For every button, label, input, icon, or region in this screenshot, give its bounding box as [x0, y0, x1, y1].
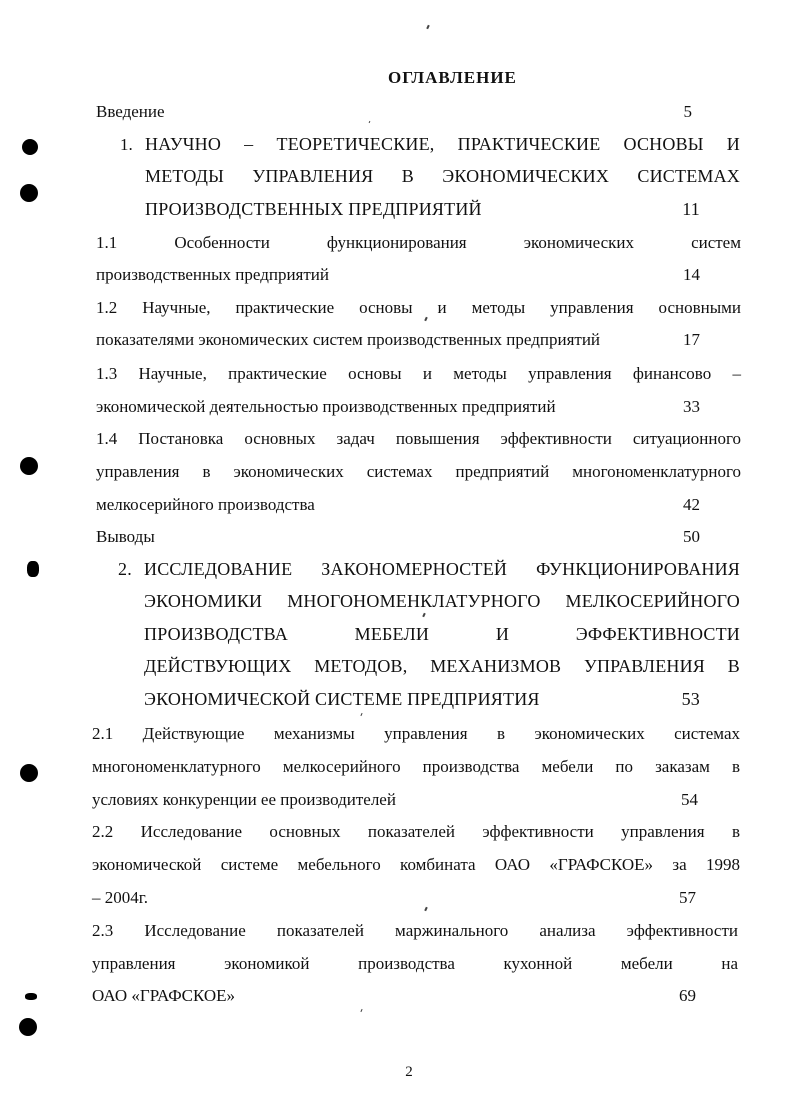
punch-hole: [22, 139, 38, 155]
toc-page-number: 50: [683, 527, 700, 546]
section-title-line: 1.4 Постановка основных задач повышения эффективности ситуационного: [96, 429, 741, 448]
toc-page-number: 53: [681, 689, 700, 709]
section-title-line: условиях конкуренции ее производителей: [92, 790, 396, 809]
section-title-line: 2.1 Действующие механизмы управления в экономических системах: [92, 724, 740, 743]
chapter-title-line: ЭКОНОМИКИ МНОГОНОМЕНКЛАТУРНОГО МЕЛКОСЕРИЙНОГО: [144, 591, 740, 611]
section-title-line: 2.3 Исследование показателей маржинального анализа эффективности: [92, 921, 738, 940]
section-title-line: производственных предприятий: [96, 265, 330, 284]
section-title-line: экономической системе мебельного комбината ОАО «ГРАФСКОЕ» за 1998: [92, 855, 740, 874]
section-title-line: ОАО «ГРАФСКОЕ»: [92, 986, 236, 1005]
chapter-title-line: ПРОИЗВОДСТВА МЕБЕЛИ И ЭФФЕКТИВНОСТИ: [144, 624, 740, 644]
section-title-line: 1.2 Научные, практические основы и методы управления основными: [96, 298, 741, 317]
punch-hole: [20, 764, 38, 782]
section-title-line: мелкосерийного производства: [96, 495, 315, 514]
section-title-line: показателями экономических систем производственных предприятий: [96, 330, 601, 349]
toc-entry-text: Введение: [96, 102, 165, 121]
section-title-line: 2.2 Исследование основных показателей эффективности управления в: [92, 822, 740, 841]
toc-entry-text: Выводы: [96, 527, 155, 546]
punch-hole: [20, 457, 38, 475]
scan-speck: [426, 25, 430, 29]
toc-page-number: 54: [681, 790, 698, 809]
toc-page-number: 11: [682, 199, 700, 219]
chapter-title-line: МЕТОДЫ УПРАВЛЕНИЯ В ЭКОНОМИЧЕСКИХ СИСТЕМАХ: [145, 166, 740, 186]
toc-page-number: 69: [679, 986, 696, 1005]
chapter-title-line: НАУЧНО – ТЕОРЕТИЧЕСКИЕ, ПРАКТИЧЕСКИЕ ОСНОВЫ И: [145, 134, 740, 154]
toc-page-number: 42: [683, 495, 700, 514]
page-title: ОГЛАВЛЕНИЕ: [388, 68, 517, 87]
section-title-line: управления в экономических системах предприятий многономенклатурного: [96, 462, 741, 481]
chapter-number: 2.: [118, 559, 132, 579]
toc-page-number: 5: [683, 102, 692, 121]
punch-hole: [20, 184, 38, 202]
toc-page-number: 57: [679, 888, 696, 907]
toc-page-number: 17: [683, 330, 700, 349]
punch-hole: [25, 993, 37, 1000]
toc-page-number: 33: [683, 397, 700, 416]
section-title-line: управления экономикой производства кухонной мебели на: [92, 954, 738, 973]
toc-entry-intro[interactable]: [96, 95, 692, 128]
page-number: 2: [405, 1064, 413, 1080]
toc-page-number: 14: [683, 265, 700, 284]
section-title-line: 1.1 Особенности функционирования экономических систем: [96, 233, 741, 252]
chapter-title-line: ИССЛЕДОВАНИЕ ЗАКОНОМЕРНОСТЕЙ ФУНКЦИОНИРОВАНИЯ: [144, 559, 740, 579]
chapter-number: 1.: [120, 135, 133, 154]
chapter-title-line: ЭКОНОМИЧЕСКОЙ СИСТЕМЕ ПРЕДПРИЯТИЯ: [144, 689, 540, 709]
section-title-line: – 2004г.: [92, 888, 149, 907]
section-title-line: многономенклатурного мелкосерийного производства мебели по заказам в: [92, 757, 740, 776]
chapter-title-line: ПРОИЗВОДСТВЕННЫХ ПРЕДПРИЯТИЙ: [145, 199, 482, 219]
toc-entry-conclusions[interactable]: [96, 520, 700, 553]
punch-hole: [19, 1018, 37, 1036]
punch-hole: [27, 561, 39, 577]
section-title-line: экономической деятельностью производственных предприятий: [96, 397, 556, 416]
chapter-title-line: ДЕЙСТВУЮЩИХ МЕТОДОВ, МЕХАНИЗМОВ УПРАВЛЕНИЯ В: [144, 656, 740, 676]
section-title-line: 1.3 Научные, практические основы и методы управления финансово –: [96, 364, 741, 383]
